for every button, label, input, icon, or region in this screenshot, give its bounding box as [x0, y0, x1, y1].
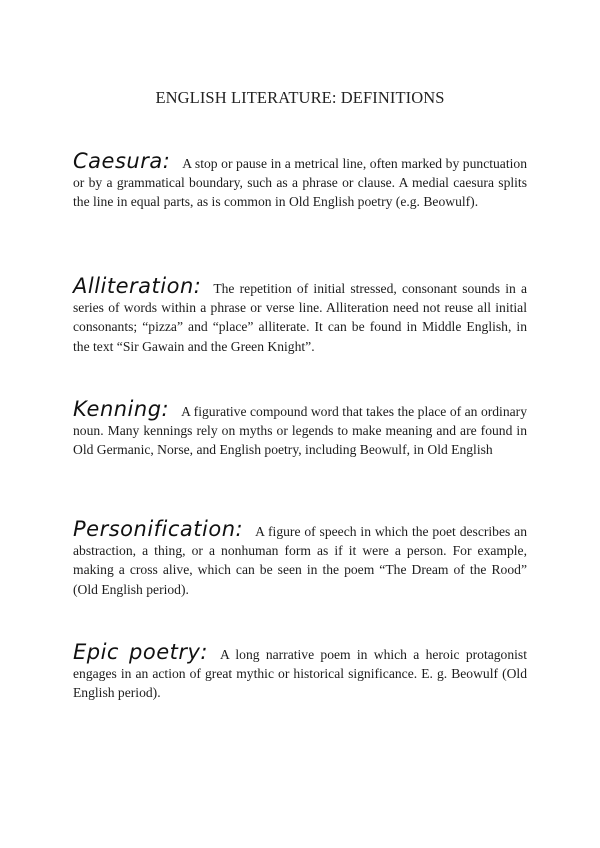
definition-text: The repetition of initial stressed, consonant sounds in a series of words within a phrase or verse line. Alliteration need not reuse all initial consonants; “pizza” and “place” alliterate. It can be found in Middle English, in the text “Sir Gawain and the Green Knight”. [73, 281, 527, 354]
definition-entry-caesura [73, 149, 527, 212]
definition-entry-personification [73, 517, 527, 599]
definition-text: A stop or pause in a metrical line, often marked by punctuation or by a grammatical boundary, such as a phrase or clause. A medial caesura splits the line in equal parts, as is common in Old English poetry (e.g. Beowulf). [73, 156, 527, 210]
page-title: ENGLISH LITERATURE: DEFINITIONS [155, 88, 445, 107]
definition-entry-alliteration [73, 274, 527, 356]
definition-entry-kenning [73, 397, 527, 460]
definition-entry-epic-poetry [73, 640, 527, 703]
term-label: Epic poetry: [73, 640, 209, 664]
definition-text: A long narrative poem in which a heroic protagonist engages in an action of great mythic or historical significance. E. g. Beowulf (Old English period). [73, 647, 527, 701]
term-label: Caesura: [73, 149, 171, 173]
term-label: Alliteration: [73, 274, 202, 298]
term-label: Kenning: [73, 397, 170, 421]
term-label: Personification: [73, 517, 244, 541]
definition-text: A figurative compound word that takes the place of an ordinary noun. Many kennings rely on myths or legends to make meaning and are found in Old Germanic, Norse, and English poetry, including Beowulf, in Old English [73, 404, 527, 458]
definition-text: A figure of speech in which the poet describes an abstraction, a thing, or a nonhuman form as if it were a person. For example, making a cross alive, which can be seen in the poem “The Dream of the Rood” (Old English period). [73, 524, 527, 597]
